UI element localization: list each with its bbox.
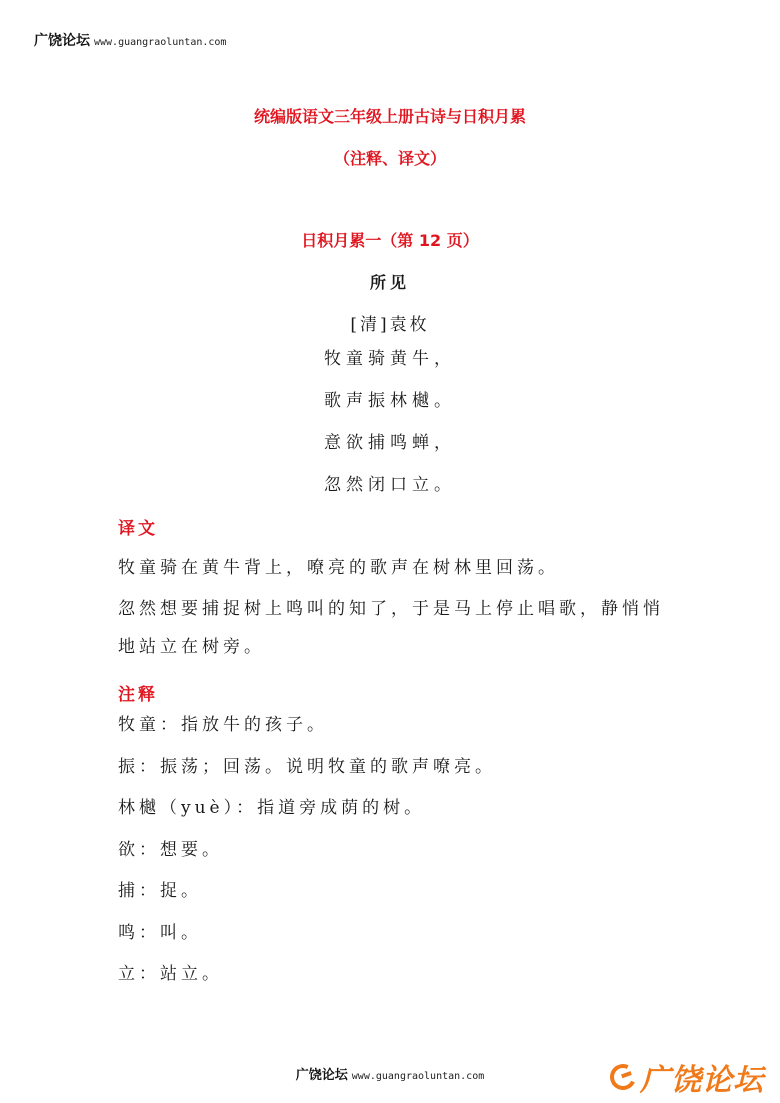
header-site-url[interactable]: www.guangraoluntan.com bbox=[94, 37, 227, 48]
document-subtitle: （注释、译文） bbox=[333, 149, 446, 168]
poem-title: 所见 bbox=[369, 273, 410, 292]
poem-lines bbox=[0, 347, 780, 515]
notes-label: 注释 bbox=[118, 685, 158, 705]
poem-line: 牧童骑黄牛， bbox=[324, 349, 456, 369]
logo-text: 广饶论坛 bbox=[640, 1063, 764, 1098]
notes-list bbox=[118, 713, 496, 1004]
note-item: 振：振荡；回荡。说明牧童的歌声嘹亮。 bbox=[118, 756, 496, 777]
note-item: 捕：捉。 bbox=[118, 881, 202, 901]
note-item: 鸣：叫。 bbox=[118, 922, 202, 943]
translation-label: 译文 bbox=[118, 519, 158, 539]
site-logo bbox=[610, 1055, 764, 1099]
poem-line: 意欲捕鸣蝉， bbox=[324, 433, 456, 453]
translation-paragraph: 忽然想要捕捉树上鸣叫的知了，于是马上停止唱歌，静悄悄地站立在树旁。 bbox=[118, 599, 664, 657]
footer-site-name: 广饶论坛 bbox=[295, 1068, 348, 1083]
logo-mark-icon bbox=[606, 1060, 639, 1093]
note-item: 立：站立。 bbox=[118, 964, 223, 984]
note-item: 林樾（yuè）：指道旁成荫的树。 bbox=[118, 798, 426, 818]
poem-line: 忽然闭口立。 bbox=[324, 475, 456, 495]
footer-site-url[interactable]: www.guangraoluntan.com bbox=[351, 1071, 485, 1082]
poem-line: 歌声振林樾。 bbox=[324, 391, 456, 411]
page-header bbox=[34, 30, 226, 50]
header-site-name: 广饶论坛 bbox=[34, 33, 90, 49]
document-title: 统编版语文三年级上册古诗与日积月累 bbox=[253, 107, 526, 126]
note-item: 牧童：指放牛的孩子。 bbox=[118, 715, 328, 735]
note-item: 欲：想要。 bbox=[118, 839, 223, 860]
poem-author: [清]袁枚 bbox=[350, 315, 430, 335]
section-heading: 日积月累一（第 12 页） bbox=[301, 231, 479, 250]
translation-paragraph: 牧童骑在黄牛背上，嘹亮的歌声在树林里回荡。 bbox=[118, 558, 559, 578]
